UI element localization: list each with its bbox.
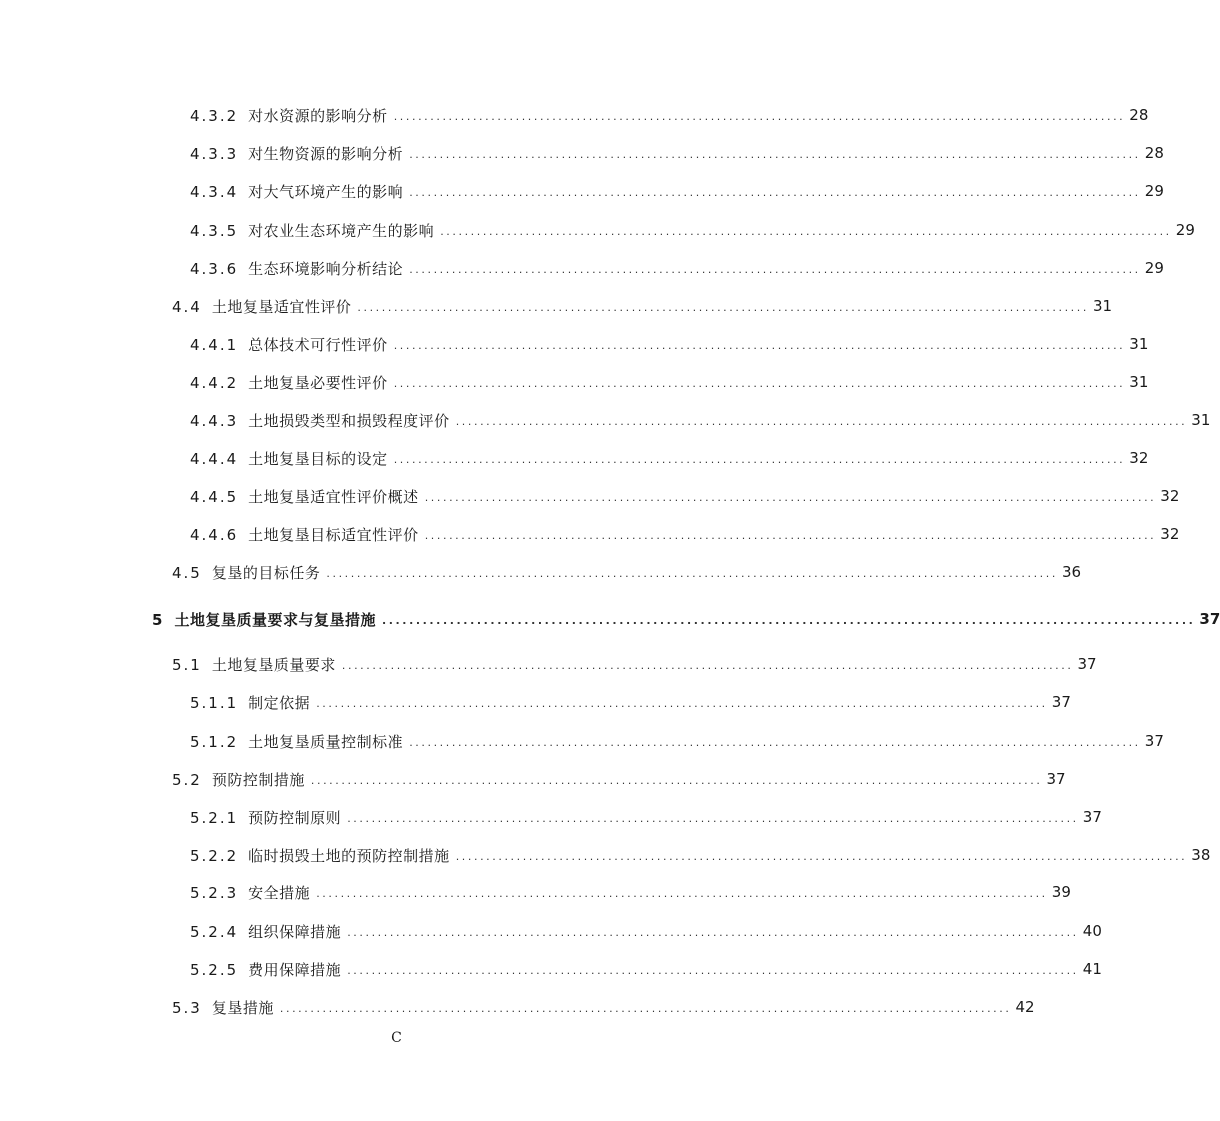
toc-entry-label (190, 105, 394, 126)
toc-entry-page-number: 28 (1144, 144, 1164, 162)
toc-entry-number: 4.5 (172, 563, 202, 582)
toc-entry-number: 5.2.4 (190, 922, 239, 941)
toc-entry-title: 土地复垦质量要求与复垦措施 (174, 610, 376, 629)
toc-entry-label (190, 258, 409, 279)
toc-entry[interactable] (172, 557, 1082, 587)
toc-entry-number: 5.1.2 (190, 732, 239, 751)
toc-entry-number: 4.3.4 (190, 182, 239, 201)
toc-entry-title: 制定依据 (248, 693, 311, 712)
toc-entry-title: 土地复垦质量要求 (211, 655, 336, 674)
toc-entry[interactable] (190, 443, 1149, 473)
toc-entry-number: 5.2.5 (190, 960, 239, 979)
toc-leader-dots: ........................................................................................................................ (341, 659, 1074, 672)
toc-entry[interactable] (190, 687, 1071, 717)
toc-leader-dots: ........................................................................................................................ (393, 377, 1126, 390)
toc-entry[interactable] (190, 367, 1149, 397)
toc-entry-label (190, 486, 425, 507)
toc-entry[interactable] (190, 916, 1102, 946)
page-footer-label: C (391, 1030, 402, 1046)
toc-leader-dots: ........................................................................................................................ (409, 736, 1141, 749)
toc-leader-dots: ........................................................................................................................ (440, 225, 1172, 238)
toc-entry-page-number: 42 (1015, 998, 1035, 1016)
toc-entry-title: 复垦的目标任务 (211, 563, 321, 582)
toc-entry-number: 4.3.3 (190, 144, 239, 163)
toc-leader-dots: ........................................................................................................................ (393, 453, 1126, 466)
toc-entry-title: 预防控制措施 (211, 770, 305, 789)
toc-entry[interactable] (190, 840, 1211, 870)
toc-entry[interactable] (190, 405, 1211, 435)
toc-entry-title: 复垦措施 (211, 998, 274, 1017)
toc-entry-number: 5.2 (172, 770, 202, 789)
toc-entry-page-number: 36 (1061, 563, 1082, 581)
toc-entry-number: 5.2.3 (190, 883, 239, 902)
toc-leader-dots: ........................................................................................................................ (424, 529, 1157, 542)
toc-leader-dots: ........................................................................................................................ (347, 812, 1079, 825)
toc-leader-dots: ........................................................................................................................ (455, 415, 1188, 428)
toc-entry-label (190, 807, 347, 828)
toc-entry-page-number: 37 (1046, 770, 1066, 788)
toc-leader-dots: ........................................................................................................................ (347, 926, 1079, 939)
toc-entry-page-number: 31 (1191, 411, 1211, 429)
toc-entry-number: 4.4.4 (190, 449, 239, 468)
toc-leader-dots: ........................................................................................................................ (409, 186, 1141, 199)
toc-entry-title: 生态环境影响分析结论 (248, 259, 404, 278)
toc-entry-page-number: 37 (1144, 732, 1164, 750)
toc-entry-title: 费用保障措施 (248, 960, 342, 979)
toc-entry-title: 土地复垦必要性评价 (248, 373, 388, 392)
toc-entry-page-number: 31 (1129, 335, 1149, 353)
toc-entry-label (172, 296, 357, 317)
toc-leader-dots: ........................................................................................................................ (357, 301, 1089, 314)
toc-entry[interactable] (190, 138, 1164, 168)
toc-entry[interactable] (190, 329, 1149, 359)
toc-entry-label (190, 845, 456, 866)
toc-entry[interactable] (190, 481, 1180, 511)
toc-entry[interactable] (172, 291, 1113, 321)
toc-entry-label (190, 692, 316, 713)
toc-entry-title: 土地损毁类型和损毁程度评价 (248, 411, 450, 430)
toc-entry-label (190, 882, 316, 903)
toc-entry[interactable] (190, 100, 1149, 130)
toc-entry-title: 土地复垦目标的设定 (248, 449, 388, 468)
toc-leader-dots: ........................................................................................................................ (310, 774, 1043, 787)
toc-leader-dots: ........................................................................................................................ (409, 263, 1141, 276)
toc-entry-page-number: 37 (1077, 655, 1097, 673)
toc-leader-dots: ........................................................................................................................ (393, 110, 1126, 123)
toc-entry-label (190, 143, 409, 164)
toc-entry-label (190, 220, 440, 241)
toc-entry[interactable] (190, 954, 1102, 984)
toc-entry-page-number: 32 (1129, 449, 1149, 467)
toc-entry-label (190, 372, 394, 393)
toc-entry-page-number: 32 (1160, 487, 1180, 505)
toc-entry[interactable] (172, 764, 1066, 794)
toc-entry-number: 5 (152, 610, 165, 629)
toc-leader-dots: ........................................................................................................................ (381, 614, 1196, 627)
toc-entry-number: 5.3 (172, 998, 202, 1017)
toc-entry-number: 5.2.2 (190, 846, 239, 865)
toc-entry-label (190, 334, 394, 355)
toc-entry-title: 组织保障措施 (248, 922, 342, 941)
toc-entry-title: 临时损毁土地的预防控制措施 (248, 846, 450, 865)
toc-entry-label (172, 654, 342, 675)
toc-entry-page-number: 31 (1092, 297, 1113, 315)
toc-leader-dots: ........................................................................................................................ (316, 697, 1048, 710)
toc-entry-label (190, 921, 347, 942)
toc-entry-title: 对水资源的影响分析 (248, 106, 388, 125)
toc-entry-number: 4.3.2 (190, 106, 239, 125)
toc-leader-dots: ........................................................................................................................ (409, 148, 1141, 161)
toc-entry-number: 4.4.2 (190, 373, 239, 392)
toc-entry-label (190, 181, 409, 202)
toc-entry-title: 土地复垦适宜性评价 (211, 297, 352, 316)
toc-entry-number: 4.4.6 (190, 525, 239, 544)
toc-entry[interactable] (172, 649, 1097, 679)
toc-entry-page-number: 37 (1199, 610, 1220, 628)
toc-entry[interactable] (190, 726, 1164, 756)
toc-entry-number: 4.4 (172, 297, 202, 316)
toc-entry-page-number: 38 (1191, 846, 1211, 864)
toc-entry-label (190, 448, 394, 469)
toc-leader-dots: ........................................................................................................................ (316, 887, 1048, 900)
toc-entry[interactable] (152, 604, 1220, 634)
toc-entry-title: 土地复垦目标适宜性评价 (248, 525, 419, 544)
toc-entry-label (190, 524, 425, 545)
toc-entry[interactable] (190, 215, 1195, 245)
toc-entry-title: 对农业生态环境产生的影响 (248, 221, 435, 240)
toc-entry-title: 安全措施 (248, 883, 311, 902)
toc-entry-number: 4.4.1 (190, 335, 239, 354)
toc-entry-title: 总体技术可行性评价 (248, 335, 388, 354)
toc-entry-title: 预防控制原则 (248, 808, 342, 827)
toc-entry-number: 5.1.1 (190, 693, 239, 712)
toc-entry-label (152, 609, 382, 630)
toc-leader-dots: ........................................................................................................................ (279, 1002, 1012, 1015)
toc-entry-title: 土地复垦适宜性评价概述 (248, 487, 419, 506)
toc-entry-page-number: 29 (1144, 259, 1164, 277)
toc-leader-dots: ........................................................................................................................ (424, 491, 1157, 504)
toc-entry-title: 土地复垦质量控制标准 (248, 732, 404, 751)
toc-entry-page-number: 40 (1082, 922, 1102, 940)
toc-entry-label (190, 959, 347, 980)
toc-entry-label (190, 731, 409, 752)
toc-entry-label (172, 562, 326, 583)
toc-entry-page-number: 32 (1160, 525, 1180, 543)
toc-entry-title: 对大气环境产生的影响 (248, 182, 404, 201)
toc-entry-page-number: 31 (1129, 373, 1149, 391)
toc-entry-page-number: 37 (1051, 693, 1071, 711)
toc-entry-number: 5.1 (172, 655, 202, 674)
toc-entry-number: 4.4.3 (190, 411, 239, 430)
toc-entry-page-number: 29 (1175, 221, 1195, 239)
toc-entry[interactable] (190, 802, 1102, 832)
toc-leader-dots: ........................................................................................................................ (393, 339, 1126, 352)
toc-entry-page-number: 29 (1144, 182, 1164, 200)
toc-entry-number: 4.3.5 (190, 221, 239, 240)
toc-entry-page-number: 41 (1082, 960, 1102, 978)
toc-entry-page-number: 28 (1129, 106, 1149, 124)
toc-entry-label (172, 769, 311, 790)
toc-entry-number: 5.2.1 (190, 808, 239, 827)
toc-entry-page-number: 37 (1082, 808, 1102, 826)
toc-entry-title: 对生物资源的影响分析 (248, 144, 404, 163)
toc-leader-dots: ........................................................................................................................ (326, 567, 1058, 580)
toc-entry[interactable] (190, 877, 1071, 907)
toc-entry-page-number: 39 (1051, 883, 1071, 901)
toc-entry[interactable] (190, 519, 1180, 549)
toc-leader-dots: ........................................................................................................................ (455, 850, 1188, 863)
toc-entry[interactable] (190, 176, 1164, 206)
toc-entry-number: 4.3.6 (190, 259, 239, 278)
toc-entry-label (190, 410, 456, 431)
toc-leader-dots: ........................................................................................................................ (347, 964, 1079, 977)
toc-entry[interactable] (190, 253, 1164, 283)
toc-entry-label (172, 997, 280, 1018)
toc-entry[interactable] (172, 992, 1035, 1022)
toc-entry-number: 4.4.5 (190, 487, 239, 506)
